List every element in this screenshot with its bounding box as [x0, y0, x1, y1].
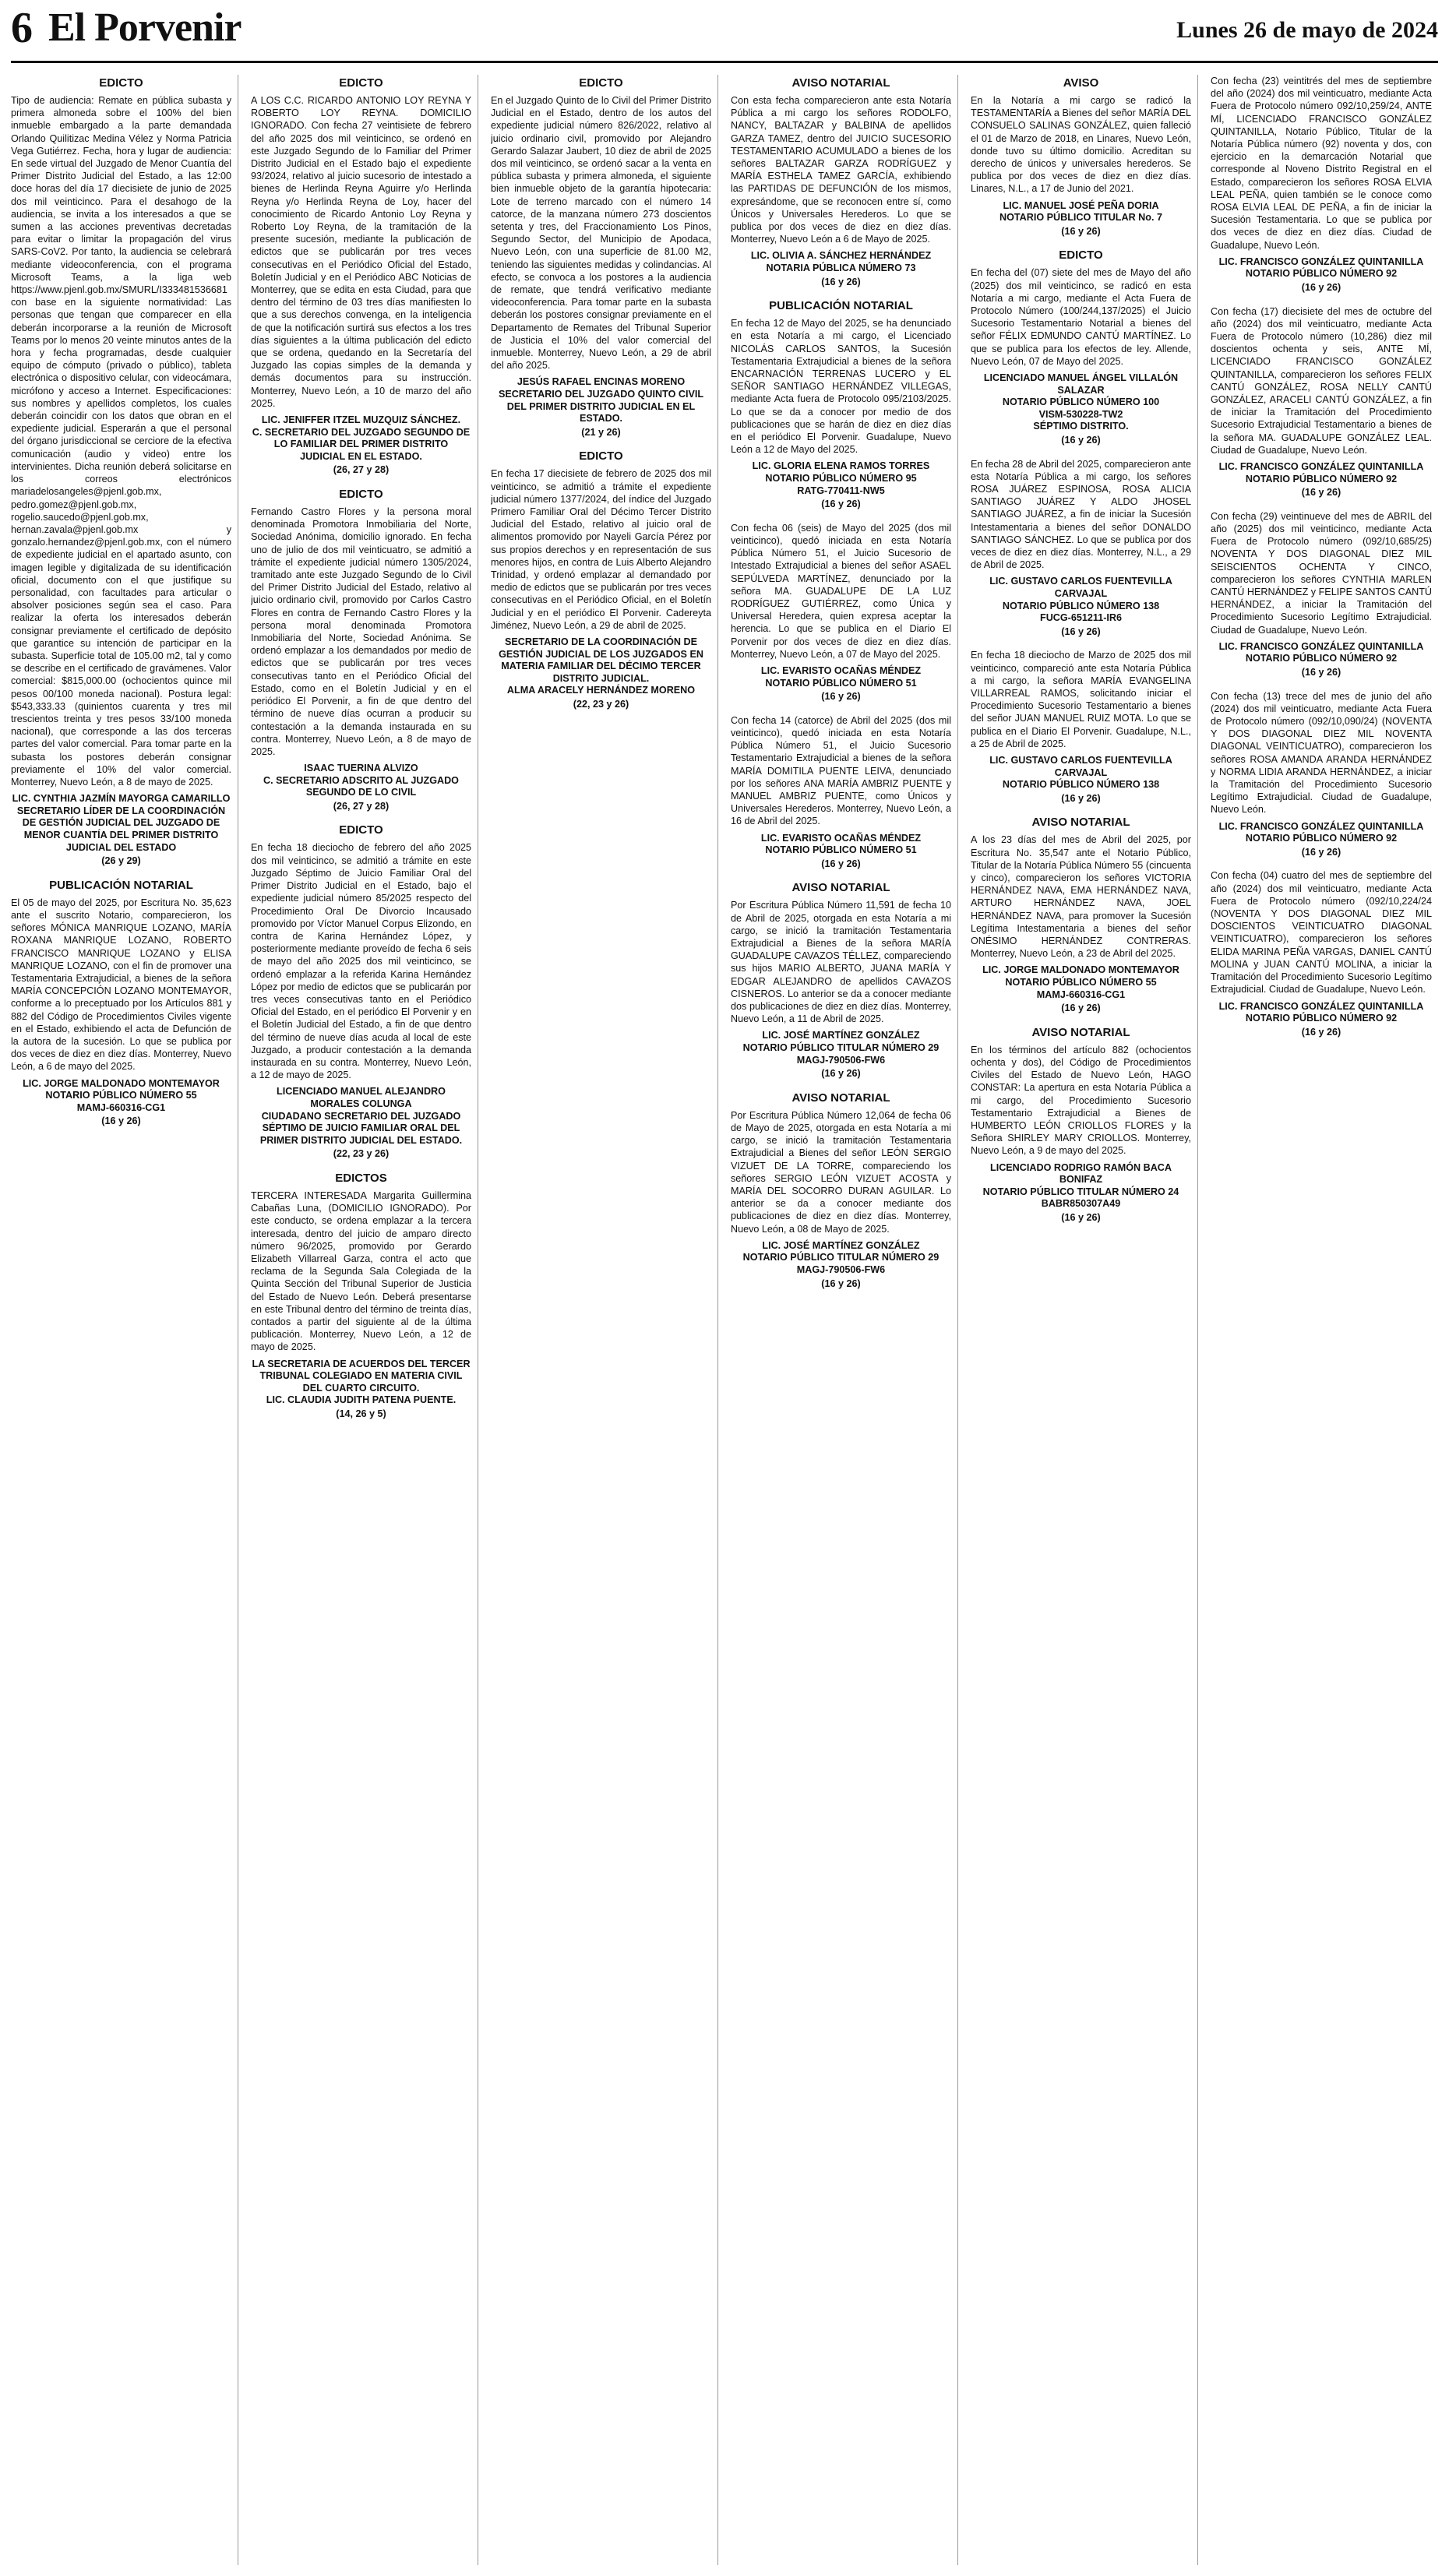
notice-body: Con fecha (04) cuatro del mes de septiembre del año (2024) dos mil veinticuatro, mediante Acta Fuera de Protocolo número (092/10,224/24 (NOVENTA Y DOS DIAGONAL DIEZ MIL DOSCIENTOS VEINTICUATRO DIAGONAL VEINTICUATRO), comparecieron los señores ELIDA MARINA PEÑA VARGAS, DANIEL CANTÚ MOLINA y JUAN CANTÚ MOLINA, a iniciar la Tramitación del Procedimiento Sucesorio Legítimo Extrajudicial. Ciudad de Guadalupe, Nuevo León.	[1211, 870, 1435, 996]
signature-dates: (16 y 26)	[821, 1277, 861, 1289]
notice-body: En fecha 12 de Mayo del 2025, se ha denunciado en esta Notaría a mi cargo, el Licenciado NICOLÁS CARLOS SANTOS, la Sucesión Testamentaria Extrajudicial a bienes de la señora ENCARNACIÓN TERRENAS LUCERO y EL SEÑOR SANTIAGO HERNÁNDEZ VILLEGAS, mediante Acta fuera de Protocolo 095/2103/2025. Lo que se da a conocer por medio de dos publicaciones que se harán de diez en diez días en el periódico El Porvenir. Guadalupe, Nuevo León a 12 de Mayo del 2025.	[731, 318, 954, 456]
notice-body: Con fecha (13) trece del mes de junio del año (2024) dos mil veinticuatro, mediante Acta Fuera de Protocolo número (092/10,090/24) (NOVENTA Y DOS DIAGONAL DIEZ MIL NOVENTA DIAGONAL VEINTICUATRO), comparecieron los señores ROSA AMANDA ARANDA HERNÁNDEZ y NORMA LIDIA ARANDA HERNÁNDEZ, a iniciar la Tramitación del Procedimiento Sucesorio Legítimo Extrajudicial. Ciudad de Guadalupe, Nuevo León.	[1211, 690, 1435, 816]
notice-body: En fecha 17 diecisiete de febrero de 2025 dos mil veinticinco, se admitió a trámite el expediente judicial número 1377/2024, del índice del Juzgado Primero Familiar Oral del Décimo Tercer Distrito Judicial del Estado, relativo al juicio oral de alimentos promovido por Nayeli García Pérez por sus propios derechos y en representación de sus menores hijos, en contra de Luis Alberto Alejandro Trinidad, y ordenó emplazar al demandado por medio de edictos que se publicarán por tres veces consecutivas en el Periódico Oficial, en el Boletín Judicial y en el periódico El Porvenir. Cadereyta Jiménez, Nuevo León, a 29 de abril de 2025.	[491, 468, 714, 631]
signature-role: NOTARIO PÚBLICO NÚMERO 138	[1002, 600, 1160, 611]
notice-title: AVISO NOTARIAL	[791, 881, 890, 895]
signature-dates: (16 y 26)	[1061, 435, 1101, 446]
signature-role: NOTARIO PÚBLICO NÚMERO 95	[765, 473, 917, 485]
signature-dates: (26, 27 y 28)	[333, 800, 390, 812]
legal-notice	[971, 1025, 1194, 1225]
column-1	[11, 75, 238, 2565]
column-5	[971, 75, 1198, 2565]
signature-name: LICENCIADO RODRIGO RAMÓN BACA BONIFAZ	[990, 1161, 1172, 1186]
signature-role: MAGJ-790506-FW6	[796, 1264, 886, 1276]
signature-role: VISM-530228-TW2	[1038, 408, 1123, 420]
signature-name: LIC. GUSTAVO CARLOS FUENTEVILLA CARVAJAL	[989, 576, 1172, 600]
signature-dates: (16 y 26)	[1061, 1212, 1101, 1223]
signature-role: NOTARIO PÚBLICO NÚMERO 92	[1245, 653, 1398, 664]
signature-name: LIC. OLIVIA A. SÁNCHEZ HERNÁNDEZ	[750, 250, 932, 262]
column-4	[731, 75, 958, 2565]
notice-body: El 05 de mayo del 2025, por Escritura No. 35,623 ante el suscrito Notario, comparecieron, los señores MÓNICA MANRIQUE LOZANO, MARÍA ROXANA MANRIQUE LOZANO, ROBERTO FRANCISCO MANRIQUE LOZANO y ELISA MANRIQUE LOZANO, con el fin de promover una Testamentaria Extrajudicial, a bienes de la señora MARÍA CONCEPCIÓN LOZANO MONTEMAYOR, conforme a lo preceptuado por los Artículos 881 y 882 del Código de Procedimientos Civiles vigente en el Estado, exhibiendo el acta de Defunción de la autora de la sucesión. Lo que se publica por dos veces de diez en diez días. Monterrey, Nuevo León, a 6 de mayo del 2025.	[11, 897, 234, 1073]
column-2	[251, 75, 478, 2565]
signature-role: SÉPTIMO DISTRITO.	[1033, 421, 1129, 432]
signature-name: SECRETARIO DE LA COORDINACIÓN DE GESTIÓN JUDICIAL DE LOS JUZGADOS EN MATERIA FAMILIAR DEL DÉCIMO TERCER DISTRITO JUDICIAL.	[499, 636, 703, 684]
notice-body: Tipo de audiencia: Remate en pública subasta y primera almoneda sobre el 100% del bien inmueble embargado a la parte demandada Orlando Quilitizac Medina Vélez y Norma Patricia Vega Gutiérrez. Fecha, hora y lugar de audiencia: En sede virtual del Juzgado de Menor Cuantía del Primer Distrito Judicial del Estado, a las 12:00 doce horas del día 17 diecisiete de junio de 2025 dos mil veinticinco. Para el desahogo de la audiencia, se invita a los interesados a que se sumen a las acciones preventivas decretadas para evitar o limitar la propagación del virus SARS-CoV2. Por tanto, la audiencia se celebrará mediante videoconferencia, con el programa Microsoft Teams, a la liga web https://www.pjenl.gob.mx/SMURL/I333481536681 con base en la siguiente normatividad: Las personas que tengan que comparecer en ella deberán incorporarse a la reunión de Microsoft Teams por lo menos 20 veinte minutos antes de la hora y fecha programadas, desde cualquier equipo de cómputo (privado o público), tableta electrónica o dispositivo celular, con videocámara, micrófono y acceso a Internet. Especificaciones: sus nombres y apellidos completos, los cuales deberán coincidir con los datos que obran en el expediente judicial. Esperarán a que el personal del órgano jurisdiccional se cerciore de la efectiva comunicación (audio y video) entre los intervinientes. Dicha reunión deberá solicitarse en los correos electrónicos mariadelosangeles@pjenl.gob.mx, pedro.gomez@pjenl.gob.mx, rogelio.saucedo@pjenl.gob.mx, hernan.zavala@pjenl.gob.mx y gonzalo.hernandez@pjenl.gob.mx, con el número de expediente judicial en el apartado asunto, con imagen legible y digitalizada de su identificación oficial, documento con el que justifique su personalidad, con facultades para articular o absolver posiciones según sea el caso. Para realizar la oferta los interesados deberán consignar previamente el certificado de depósito que garantice su intención de participar en la subasta. Superficie total de 105.00 m2, tal y como se describe en el certificado de gravámenes. Valor comercial: $815,000.00 (ochocientos quince mil pesos 00/100 moneda nacional). Postura legal: $543,333.33 (quinientos cuarenta y tres mil trescientos treinta y tres pesos 33/100 moneda nacional), que corresponde a las dos terceras partes del valor comercial. Para tomar parte en la subasta los postores deberán consignar previamente el 10% del valor comercial. Monterrey, Nuevo León, a 8 de mayo de 2025.	[11, 95, 234, 788]
notice-body: Con fecha 06 (seis) de Mayo del 2025 (dos mil veinticinco), quedó iniciada en esta Notaría Pública Número 51, el Juicio Sucesorio de Intestado Extrajudicial a bienes del señor ASAEL SEPÚLVEDA MARTÍNEZ, denunciado por la señora MA. GUADALUPE DE LA LUZ RODRÍGUEZ GUTIÉRREZ, como Única y Universal Heredera, quien expresa aceptar la herencia. Lo que se publica en el Diario El Porvenir por dos veces de diez en diez días. Monterrey, Nuevo León, a 07 de Mayo del 2025.	[731, 522, 954, 660]
signature-dates: (26 y 29)	[101, 855, 141, 867]
legal-notice	[731, 299, 954, 511]
signature-role: NOTARIO PÚBLICO NÚMERO 92	[1245, 268, 1398, 280]
signature-name: LIC. EVARISTO OCAÑAS MÉNDEZ	[760, 832, 922, 844]
legal-notice	[971, 458, 1194, 639]
page-number: 6	[11, 4, 33, 52]
legal-notice	[1211, 690, 1435, 859]
signature-dates: (22, 23 y 26)	[333, 1148, 390, 1160]
signature-role: NOTARIO PÚBLICO NÚMERO 55	[45, 1090, 197, 1101]
notices-columns	[11, 75, 1438, 2565]
signature-name: LIC. FRANCISCO GONZÁLEZ QUINTANILLA	[1218, 820, 1424, 832]
signature-role: NOTARIO PÚBLICO NÚMERO 92	[1245, 833, 1398, 844]
legal-notice	[491, 76, 714, 439]
signature-dates: (16 y 26)	[1301, 667, 1341, 678]
legal-notice	[1211, 510, 1435, 679]
signature-dates: (16 y 26)	[1061, 792, 1101, 804]
signature-name: LIC. EVARISTO OCAÑAS MÉNDEZ	[760, 665, 922, 677]
signature-role: MAGJ-790506-FW6	[796, 1054, 886, 1066]
signature-role: C. SECRETARIO DEL JUZGADO SEGUNDO DE LO FAMILIAR DEL PRIMER DISTRITO JUDICIAL EN EL ESTADO.	[252, 426, 471, 462]
notice-body: Con fecha 14 (catorce) de Abril del 2025 (dos mil veinticinco), quedó iniciada en esta Notaría Pública Número 51, el Juicio Sucesorio Testamentario Extrajudicial a bienes de la señora MARÍA DOMITILA PUENTE LEIVA, denunciado por los señores ANA MARÍA AMBRIZ PUENTE y MANUEL AMBRIZ PUENTE, como Únicos y Universales Herederos. Monterrey, Nuevo León, a 16 de Abril del 2025.	[731, 714, 954, 827]
notice-body: Con esta fecha comparecieron ante esta Notaría Pública a mi cargo los señores RODOLFO, NANCY, BALTAZAR y BALBINA de apellidos GARZA TAMEZ, dentro del JUICIO SUCESORIO TESTAMENTARIO ACUMULADO a bienes de los señores BALTAZAR GARZA RODRÍGUEZ y MARÍA ESTHELA TAMEZ GARCÍA, exhibiendo las PARTIDAS DE DEFUNCIÓN de los mismos, expresándome, que se reconocen entre sí, como Únicos y Universales Herederos. Lo que se publica por dos veces de diez en diez días. Monterrey, Nuevo León a 6 de Mayo de 2025.	[731, 95, 954, 245]
signature-dates: (16 y 26)	[1301, 846, 1341, 858]
signature-dates: (14, 26 y 5)	[336, 1408, 386, 1419]
notice-title: EDICTOS	[335, 1171, 387, 1185]
signature-role: SECRETARIO LÍDER DE LA COORDINACIÓN DE GESTIÓN JUDICIAL DEL JUZGADO DE MENOR CUANTÍA DEL PRIMER DISTRITO JUDICIAL DEL ESTADO	[16, 805, 226, 853]
signature-role: NOTARIO PÚBLICO NÚMERO 92	[1245, 473, 1398, 485]
legal-notice	[11, 76, 234, 868]
signature-dates: (16 y 26)	[1301, 1026, 1341, 1038]
notice-title: EDICTO	[579, 76, 623, 90]
notice-title: EDICTO	[339, 76, 383, 90]
legal-notice	[251, 823, 474, 1160]
notice-body: Por Escritura Pública Número 12,064 de fecha 06 de Mayo de 2025, otorgada en esta Notaría a mi cargo, se inició la tramitación Testamentaria Extrajudicial a Bienes del señor LEÓN SERGIO VIZUET DE LA TORRE, compareciendo los señores SERGIO LEÓN VIZUET ACOSTA y MARÍA DEL SOCORRO DURAN AGUILAR. Lo anterior se da a conocer mediante dos publicaciones de diez en diez días. Monterrey, Nuevo León, a 08 de Mayo de 2025.	[731, 1109, 954, 1235]
legal-notice	[251, 76, 474, 477]
signature-dates: (16 y 26)	[1061, 625, 1101, 637]
notice-body: En la Notaría a mi cargo se radicó la TESTAMENTARÍA a Bienes del señor MARÍA DEL CONSUELO SALINAS GONZÁLEZ, quien falleció el 01 de Marzo de 2018, en Linares, Nuevo León, donde tuvo su último domicilio. Acreditan su derecho de únicos y universales herederos. Se publica por dos veces de diez en diez días. Linares, N.L., a 17 de Junio del 2021.	[971, 95, 1194, 195]
notice-body: Por Escritura Pública Número 11,591 de fecha 10 de Abril de 2025, otorgada en esta Notaría a mi cargo, se inició la tramitación Testamentaria Extrajudicial a Bienes de la señora MARÍA GUADALUPE CAVAZOS TÉLLEZ, compareciendo sus hijos MARIO ALBERTO, JUANA MARÍA Y EDGAR ALEJANDRO de apellidos CAVAZOS CISNEROS. Lo anterior se da a conocer mediante dos publicaciones de diez en diez días. Monterrey, Nuevo León, a 11 de Abril de 2025.	[731, 900, 954, 1025]
notice-title: PUBLICACIÓN NOTARIAL	[49, 878, 193, 892]
signature-name: LIC. CYNTHIA JAZMÍN MAYORGA CAMARILLO	[12, 793, 231, 805]
notice-title: EDICTO	[99, 76, 143, 90]
legal-notice	[971, 248, 1194, 446]
notice-body: En el Juzgado Quinto de lo Civil del Primer Distrito Judicial en el Estado, dentro de los autos del expediente judicial número 826/2022, relativo al juicio ordinario civil, promovido por Alejandro Gerardo Salazar Jaubert, 10 diez de abril de 2025 dos mil veinticinco, se ordenó sacar a la venta en pública subasta y primera almoneda, el siguiente bien inmueble objeto de la garantía hipotecaria: Lote de terreno marcado con el número 14 catorce, de la manzana número 273 doscientos setenta y tres, del Fraccionamiento Los Pinos, Segundo Sector, del Municipio de Apodaca, Nuevo León, con una superficie de 81.00 M2, teniendo las siguientes medidas y colindancias. Al efecto, se convoca a los postores a la audiencia de remate, que tendrá verificativo mediante videoconferencia. Para tomar parte en la subasta deberán los postores consignar previamente en el Departamento de Remates del Tribunal Superior de Justicia el 10% del valor comercial del inmueble. Monterrey, Nuevo León, a 29 de abril del año 2025.	[491, 95, 714, 372]
signature-dates: (16 y 26)	[821, 691, 861, 703]
notice-body: A LOS C.C. RICARDO ANTONIO LOY REYNA Y ROBERTO LOY REYNA. DOMICILIO IGNORADO. Con fecha 27 veintisiete de febrero del año 2025 dos mil veinticinco, se ordenó en este Juzgado Segundo de lo Familiar del Primer Distrito Judicial en el Estado bajo el expediente 93/2024, relativo al juicio sucesorio de intestado a bienes de Herlinda Reyna Aguirre y/o Herlinda Reyna y/o Herlinda Reyna de Loy, hacer del conocimiento de Ricardo Antonio Loy Reyna y Roberto Loy Reyna, de la tramitación de la presente sucesión, mediante la publicación de edictos que se publicarán por tres veces consecutivas en el Periódico Oficial del Estado, Boletín Judicial y en el Periódico ABC Noticias de Monterrey, que se edita en esta Ciudad, para que dentro del término de 03 tres días manifiesten lo que a sus derechos convenga, en la inteligencia de que la notificación surtirá sus efectos a los tres días siguientes a la última publicación del edicto que se ordena, quedando en la Secretaría del Juzgado las copias simples de la demanda y demás documentos para su instrucción. Monterrey, Nuevo León, a 10 de marzo del año 2025.	[251, 95, 474, 409]
notice-title: AVISO NOTARIAL	[791, 76, 890, 90]
legal-notice	[731, 522, 954, 703]
notice-title: EDICTO	[579, 449, 623, 463]
legal-notice	[251, 488, 474, 812]
signature-name: LICENCIADO MANUEL ALEJANDRO MORALES COLUNGA	[277, 1086, 446, 1109]
notice-body: En fecha del (07) siete del mes de Mayo del año (2025) dos mil veinticinco, se radicó en esta Notaría a mi cargo, mediante el Acta Fuera de Protocolo Número (100/244,137/2025) el Juicio Sucesorio Testamentario Notarial a bienes del señor FÉLIX EDMUNDO CANTÚ MARTÍNEZ. Lo que se publica para los efectos de ley. Allende, Nuevo León, 07 de Mayo del 2025.	[971, 267, 1194, 367]
signature-dates: (16 y 26)	[101, 1115, 141, 1127]
legal-notice	[971, 76, 1194, 238]
legal-notice	[1211, 305, 1435, 499]
signature-role: BABR850307A49	[1041, 1198, 1121, 1210]
legal-notice	[731, 76, 954, 288]
notice-body: En fecha 18 dieciocho de febrero del año 2025 dos mil veinticinco, se admitió a trámite en este Juzgado Séptimo de Juicio Familiar Oral del Primer Distrito Judicial en el Estado, bajo el expediente judicial número 85/2025 respecto del Procedimiento Oral De Divorcio Incausado promovido por Víctor Manuel Corpus Elizondo, en contra de Karina Hernández López, y posteriormente mediante proveído de fecha 6 seis de mayo del año 2025 dos mil veinticinco, se ordenó emplazar a la referida Karina Hernández López por medio de edictos que se publicarán por tres veces consecutivas tanto en el Periódico Oficial del Estado, en el periódico El Porvenir y en el Boletín Judicial del Estado, a fin de que dentro del término de nueve días acuda al local de este Juzgado, a producir contestación a la demanda instaurada en su contra. Monterrey, Nuevo León, a 12 de mayo de 2025.	[251, 842, 474, 1081]
notice-body: En fecha 28 de Abril del 2025, comparecieron ante esta Notaría Pública a mi cargo, los señores ROSA JUÁREZ ESPINOSA, ROSA ALICIA SANTIAGO JUÁREZ Y ALDO JHOSEL SANTIAGO JUÁREZ, a fin de iniciar la Sucesión Intestamentaria a bienes del señor DONALDO SANTIAGO SÁNCHEZ. Lo que se publica por dos veces de diez en diez días. Monterrey, N.L., a 29 de Abril de 2025.	[971, 458, 1194, 571]
signature-role: NOTARIO PÚBLICO NÚMERO 92	[1245, 1013, 1398, 1024]
legal-notice	[1211, 75, 1435, 294]
signature-dates: (16 y 26)	[821, 1068, 861, 1080]
notice-body: Con fecha (23) veintitrés del mes de septiembre del año (2024) dos mil veinticuatro, mediante Acta Fuera de Protocolo número 092/10,259/24, ANTE MÍ, LICENCIADO FRANCISCO GONZÁLEZ QUINTANILLA, Notario Público, Titular de la Notaría Pública número (92) noventa y dos, con ejercicio en la demarcación Notarial que corresponde al Noveno Distrito Registral en el Estado, comparecieron los señores ROSA ELVIA LEAL PEÑA, quien también se le conoce como ROSA ELVIA LEAL DE PEÑA, a fin de iniciar la Sucesión Testamentaria. Lo que se publica por dos veces de diez en diez días. Ciudad de Guadalupe, Nuevo León.	[1211, 76, 1435, 251]
signature-role: RATG-770411-NW5	[797, 485, 885, 496]
signature-name: LIC. JOSÉ MARTÍNEZ GONZÁLEZ	[762, 1030, 920, 1041]
signature-name: ALMA ARACELY HERNÁNDEZ MORENO	[506, 685, 696, 696]
signature-name: LIC. JENIFFER ITZEL MUZQUIZ SÁNCHEZ.	[261, 414, 461, 426]
signature-name: LIC. JOSÉ MARTÍNEZ GONZÁLEZ	[762, 1239, 920, 1251]
legal-notice	[1211, 869, 1435, 1038]
signature-name: LIC. FRANCISCO GONZÁLEZ QUINTANILLA	[1218, 255, 1424, 267]
signature-name: LIC. FRANCISCO GONZÁLEZ QUINTANILLA	[1218, 1000, 1424, 1012]
signature-role: NOTARIO PÚBLICO NÚMERO 51	[765, 677, 917, 689]
notice-body: Con fecha (29) veintinueve del mes de ABRIL del año (2025) dos mil veinticinco, mediante Acta Fuera de Protocolo número (092/10,685/25) NOVENTA Y DOS DIAGONAL DIEZ MIL SEISCIENTOS OCHENTA Y CINCO, comparecieron los señores CYNTHIA MARLEN CANTÚ HERNÁNDEZ y FELIPE SANTOS CANTÚ HERNÁNDEZ, a iniciar la Tramitación del Procedimiento Sucesorio Legítimo Extrajudicial. Ciudad de Guadalupe, Nuevo León.	[1211, 510, 1435, 636]
notice-title: AVISO NOTARIAL	[791, 1091, 890, 1105]
signature-dates: (16 y 26)	[821, 858, 861, 869]
notice-title: AVISO NOTARIAL	[1031, 816, 1130, 830]
legal-notice	[731, 1091, 954, 1290]
notice-body: Fernando Castro Flores y la persona moral denominada Promotora Inmobiliaria del Norte, Sociedad Anónima, domicilio ignorado. En fecha uno de julio de dos mil veinticuatro, se admitió a trámite el expediente judicial número 1305/2024, tramitado ante este Juzgado Segundo de lo Civil del Primer Distrito Judicial del Estado, relativo al juicio ordinario civil, promovido por Carlos Castro Flores en contra de Fernando Castro Flores y la persona moral denominada Promotora Inmobiliaria del Norte, Sociedad Anónima. Se ordenó emplazar a los demandados por medio de edictos que se publicarán por tres veces consecutivas tanto en el Periódico Oficial del Estado, como en el Boletín Judicial y en el periódico El Porvenir, a fin de que dentro del término de nueve días ocurran a producir su contestación a la demanda instaurada en su contra. Monterrey, Nuevo León, a 8 de mayo de 2025.	[251, 506, 474, 757]
column-3	[491, 75, 718, 2565]
signature-dates: (22, 23 y 26)	[573, 699, 629, 710]
legal-notice	[971, 816, 1194, 1014]
signature-role: C. SECRETARIO ADSCRITO AL JUZGADO SEGUNDO DE LO CIVIL	[263, 774, 459, 798]
notice-title: AVISO	[1063, 76, 1099, 90]
signature-name: LIC. FRANCISCO GONZÁLEZ QUINTANILLA	[1218, 640, 1424, 652]
newspaper-logo: El Porvenir	[48, 5, 242, 50]
column-6	[1211, 75, 1438, 2565]
signature-name: LIC. JORGE MALDONADO MONTEMAYOR	[23, 1077, 220, 1089]
signature-dates: (16 y 26)	[1301, 487, 1341, 499]
notice-title: EDICTO	[339, 823, 383, 837]
signature-dates: (16 y 26)	[1061, 225, 1101, 237]
signature-role: FUCG-651211-IR6	[1040, 612, 1122, 624]
signature-role: NOTARIO PÚBLICO TITULAR No. 7	[999, 212, 1162, 224]
signature-dates: (16 y 26)	[1301, 282, 1341, 294]
notice-title: PUBLICACIÓN NOTARIAL	[769, 299, 913, 313]
signature-dates: (16 y 26)	[1061, 1003, 1101, 1014]
notice-title: EDICTO	[1059, 248, 1103, 263]
signature-name: LIC. FRANCISCO GONZÁLEZ QUINTANILLA	[1218, 461, 1424, 473]
signature-name: LIC. JORGE MALDONADO MONTEMAYOR	[982, 964, 1179, 976]
signature-role: NOTARIO PÚBLICO NÚMERO 51	[765, 844, 917, 856]
notice-body: Con fecha (17) diecisiete del mes de octubre del año (2024) dos mil veinticuatro, mediante Acta Fuera de Protocolo número (10,286) diez mil doscientos ochenta y seis, ANTE MÍ, LICENCIADO FRANCISCO GONZÁLEZ QUINTANILLA, comparecieron los señores FELIX CANTÚ GONZÁLEZ, ROSA NELLY CANTÚ GONZÁLEZ, ARACELI CANTÚ GONZÁLEZ, a fin de iniciar la Tramitación del Procedimiento Sucesorio Extrajudicial Testamentario a bienes de la señora MA. GUADALUPE GONZÁLEZ LEAL. Ciudad de Guadalupe, Nuevo León.	[1211, 305, 1435, 456]
signature-dates: (26, 27 y 28)	[333, 464, 390, 476]
legal-notice	[731, 881, 954, 1080]
signature-role: MAMJ-660316-CG1	[1036, 988, 1126, 1000]
notice-body: En fecha 18 dieciocho de Marzo de 2025 dos mil veinticinco, compareció ante esta Notaría Pública a mi cargo, la señora MARÍA EVANGELINA VILLARREAL RAMOS, solicitando iniciar el Procedimiento Sucesorio Testamentario a bienes del señor JUAN MANUEL RUIZ MOTA. Lo que se publica en el Diario El Porvenir. Guadalupe, N.L., a 25 de Abril de 2025.	[971, 650, 1194, 749]
signature-name: LIC. GLORIA ELENA RAMOS TORRES	[752, 460, 930, 472]
masthead	[11, 0, 1438, 63]
legal-notice	[731, 714, 954, 871]
signature-name: ISAAC TUERINA ALVIZO	[304, 763, 418, 774]
notice-body: En los términos del artículo 882 (ochocientos ochenta y dos), del Código de Procedimientos Civiles del Estado de Nuevo León, HAGO CONSTAR: La apertura en esta Notaría Pública a mi cargo, del Procedimiento Sucesorio Testamentario Extrajudicial a Bienes de HUMBERTO LEÓN CRIOLLOS FLORES y la Señora SHIRLEY MARY CRIOLLOS. Monterrey, Nuevo León, a 9 de mayo del 2025.	[971, 1044, 1194, 1157]
signature-role: NOTARIO PÚBLICO NÚMERO 55	[1005, 977, 1157, 988]
signature-role: CIUDADANO SECRETARIO DEL JUZGADO SÉPTIMO DE JUICIO FAMILIAR ORAL DEL PRIMER DISTRITO JUDICIAL DEL ESTADO.	[259, 1110, 463, 1146]
signature-role: NOTARIO PÚBLICO NÚMERO 138	[1002, 779, 1160, 791]
signature-role: NOTARIO PÚBLICO TITULAR NÚMERO 29	[742, 1042, 940, 1054]
signature-name: LIC. MANUEL JOSÉ PEÑA DORIA	[1003, 199, 1159, 211]
signature-name: LICENCIADO MANUEL ÁNGEL VILLALÓN SALAZAR	[983, 372, 1179, 396]
signature-role: NOTARIO PÚBLICO TITULAR NÚMERO 29	[742, 1252, 940, 1263]
edition-date: Lunes 26 de mayo de 2024	[1176, 17, 1438, 43]
signature-role: MAMJ-660316-CG1	[76, 1101, 166, 1113]
signature-name: LIC. CLAUDIA JUDITH PATENA PUENTE.	[266, 1394, 457, 1406]
notice-title: AVISO NOTARIAL	[1031, 1025, 1130, 1039]
signature-dates: (16 y 26)	[821, 276, 861, 287]
signature-name: LA SECRETARIA DE ACUERDOS DEL TERCER TRIBUNAL COLEGIADO EN MATERIA CIVIL DEL CUARTO CIRCUITO.	[252, 1358, 471, 1394]
legal-notice	[491, 449, 714, 710]
notice-body: TERCERA INTERESADA Margarita Guillermina Cabañas Luna, (DOMICILIO IGNORADO). Por este conducto, se ordena emplazar a la tercera interesada, dentro del juicio de amparo directo número 96/2025, promovido por Gerardo Elizabeth Villarreal Garza, contra el acto que reclama de la Segunda Sala Colegiada de la Quinta Sección del Tribunal Superior de Justicia del Estado de Nuevo León. Deberá presentarse en este Tribunal dentro del término de treinta días, contados a partir del siguiente al de la última publicación. Monterrey, Nuevo León, a 12 de mayo de 2025.	[251, 1189, 474, 1353]
signature-role: NOTARIO PÚBLICO NÚMERO 100	[1002, 396, 1160, 408]
legal-notice	[971, 649, 1194, 805]
notice-title: EDICTO	[339, 488, 383, 502]
signature-role: SECRETARIO DEL JUZGADO QUINTO CIVIL DEL PRIMER DISTRITO JUDICIAL EN EL ESTADO.	[498, 389, 704, 425]
signature-name: LIC. GUSTAVO CARLOS FUENTEVILLA CARVAJAL	[989, 755, 1172, 778]
notice-body: A los 23 días del mes de Abril del 2025, por Escritura No. 35,547 ante el Notario Público, Titular de la Notaría Pública Número 55 (cincuenta y cinco), comparecieron los señores VICTORIA HERNÁNDEZ NAVA, EMA HERNÁNDEZ NAVA, ARTURO HERNÁNDEZ NAVA, JOEL HERNÁNDEZ NAVA, para promover la Sucesión Legítima Intestamentaria a bienes del señor ONÉSIMO HERNÁNDEZ CONTRERAS. Monterrey, Nuevo León, a 23 de Abril del 2025.	[971, 834, 1194, 960]
signature-dates: (16 y 26)	[821, 499, 861, 510]
signature-name: JESÚS RAFAEL ENCINAS MORENO	[516, 376, 686, 388]
signature-role: NOTARIO PÚBLICO TITULAR NÚMERO 24	[982, 1186, 1179, 1197]
signature-dates: (21 y 26)	[581, 426, 621, 438]
legal-notice	[11, 878, 234, 1128]
legal-notice	[251, 1171, 474, 1421]
signature-role: NOTARIA PÚBLICA NÚMERO 73	[766, 263, 916, 274]
